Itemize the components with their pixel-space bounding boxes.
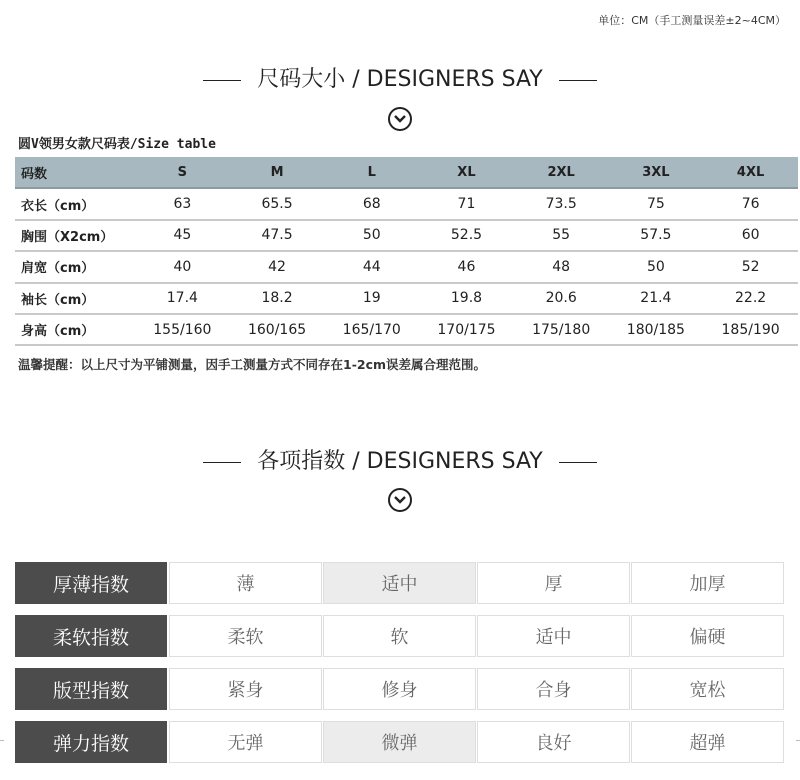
table-cell: 18.2 <box>230 283 325 314</box>
index-label: 柔软指数 <box>15 615 167 657</box>
table-cell: 175/180 <box>514 314 609 345</box>
table-cell: 63 <box>135 188 230 219</box>
table-cell: 45 <box>135 220 230 251</box>
title-dash-left <box>203 462 241 463</box>
chevron-down-circle-icon <box>388 107 412 131</box>
header-cell: 4XL <box>703 157 798 188</box>
table-cell: 48 <box>514 251 609 282</box>
table-cell: 50 <box>609 251 704 282</box>
table-row <box>15 283 798 314</box>
index-option: 良好 <box>477 721 630 763</box>
section-title-size-text: 尺码大小 / DESIGNERS SAY <box>257 67 543 92</box>
table-cell: 71 <box>419 188 514 219</box>
index-option: 合身 <box>477 668 630 710</box>
edge-mark-right <box>796 740 800 741</box>
row-label: 身高（cm） <box>15 314 135 345</box>
table-row <box>15 314 798 345</box>
table-cell: 52 <box>703 251 798 282</box>
table-cell: 180/185 <box>609 314 704 345</box>
index-row-elasticity <box>15 721 785 763</box>
chevron-down-circle-icon <box>388 488 412 512</box>
index-label: 版型指数 <box>15 668 167 710</box>
index-option: 修身 <box>323 668 476 710</box>
header-cell: 码数 <box>15 157 135 188</box>
table-cell: 42 <box>230 251 325 282</box>
title-dash-left <box>203 80 241 81</box>
table-cell: 155/160 <box>135 314 230 345</box>
header-cell: S <box>135 157 230 188</box>
table-row <box>15 251 798 282</box>
table-cell: 19 <box>324 283 419 314</box>
index-option: 微弹 <box>323 721 476 763</box>
index-option: 超弹 <box>631 721 784 763</box>
index-label: 弹力指数 <box>15 721 167 763</box>
size-table <box>15 157 798 346</box>
index-option: 偏硬 <box>631 615 784 657</box>
table-row <box>15 188 798 219</box>
header-cell: 3XL <box>609 157 704 188</box>
title-dash-right <box>559 462 597 463</box>
row-label: 肩宽（cm） <box>15 251 135 282</box>
table-cell: 52.5 <box>419 220 514 251</box>
table-cell: 165/170 <box>324 314 419 345</box>
table-cell: 57.5 <box>609 220 704 251</box>
size-table-caption: 圆V领男女款尺码表/Size table <box>18 137 216 152</box>
unit-note: 单位：CM（手工测量误差±2~4CM） <box>598 14 786 27</box>
index-row-softness <box>15 615 785 657</box>
table-cell: 68 <box>324 188 419 219</box>
size-table-header-row <box>15 157 798 188</box>
header-cell: M <box>230 157 325 188</box>
table-cell: 55 <box>514 220 609 251</box>
table-row <box>15 220 798 251</box>
section-title-indices <box>0 444 800 475</box>
index-option: 加厚 <box>631 562 784 604</box>
header-cell: XL <box>419 157 514 188</box>
title-dash-right <box>559 80 597 81</box>
table-cell: 22.2 <box>703 283 798 314</box>
index-option: 宽松 <box>631 668 784 710</box>
table-cell: 75 <box>609 188 704 219</box>
header-cell: 2XL <box>514 157 609 188</box>
row-label: 袖长（cm） <box>15 283 135 314</box>
table-cell: 20.6 <box>514 283 609 314</box>
table-cell: 21.4 <box>609 283 704 314</box>
row-label: 衣长（cm） <box>15 188 135 219</box>
table-cell: 160/165 <box>230 314 325 345</box>
index-option: 适中 <box>323 562 476 604</box>
index-row-thickness <box>15 562 785 604</box>
index-option: 软 <box>323 615 476 657</box>
measurement-tip: 温馨提醒：以上尺寸为平铺测量，因手工测量方式不同存在1-2cm误差属合理范围。 <box>18 357 487 372</box>
index-row-fit <box>15 668 785 710</box>
index-option: 适中 <box>477 615 630 657</box>
table-cell: 76 <box>703 188 798 219</box>
table-cell: 17.4 <box>135 283 230 314</box>
index-option: 厚 <box>477 562 630 604</box>
index-option: 无弹 <box>169 721 322 763</box>
edge-mark-left <box>0 740 4 741</box>
section-title-indices-text: 各项指数 / DESIGNERS SAY <box>257 449 543 474</box>
header-cell: L <box>324 157 419 188</box>
table-cell: 46 <box>419 251 514 282</box>
index-option: 薄 <box>169 562 322 604</box>
table-cell: 185/190 <box>703 314 798 345</box>
index-label: 厚薄指数 <box>15 562 167 604</box>
table-cell: 19.8 <box>419 283 514 314</box>
table-cell: 44 <box>324 251 419 282</box>
row-label: 胸围（X2cm） <box>15 220 135 251</box>
section-title-size <box>0 62 800 93</box>
table-cell: 40 <box>135 251 230 282</box>
fabric-index-grid <box>15 562 785 774</box>
table-cell: 50 <box>324 220 419 251</box>
table-cell: 170/175 <box>419 314 514 345</box>
index-option: 柔软 <box>169 615 322 657</box>
table-cell: 47.5 <box>230 220 325 251</box>
table-cell: 60 <box>703 220 798 251</box>
table-cell: 73.5 <box>514 188 609 219</box>
index-option: 紧身 <box>169 668 322 710</box>
table-cell: 65.5 <box>230 188 325 219</box>
